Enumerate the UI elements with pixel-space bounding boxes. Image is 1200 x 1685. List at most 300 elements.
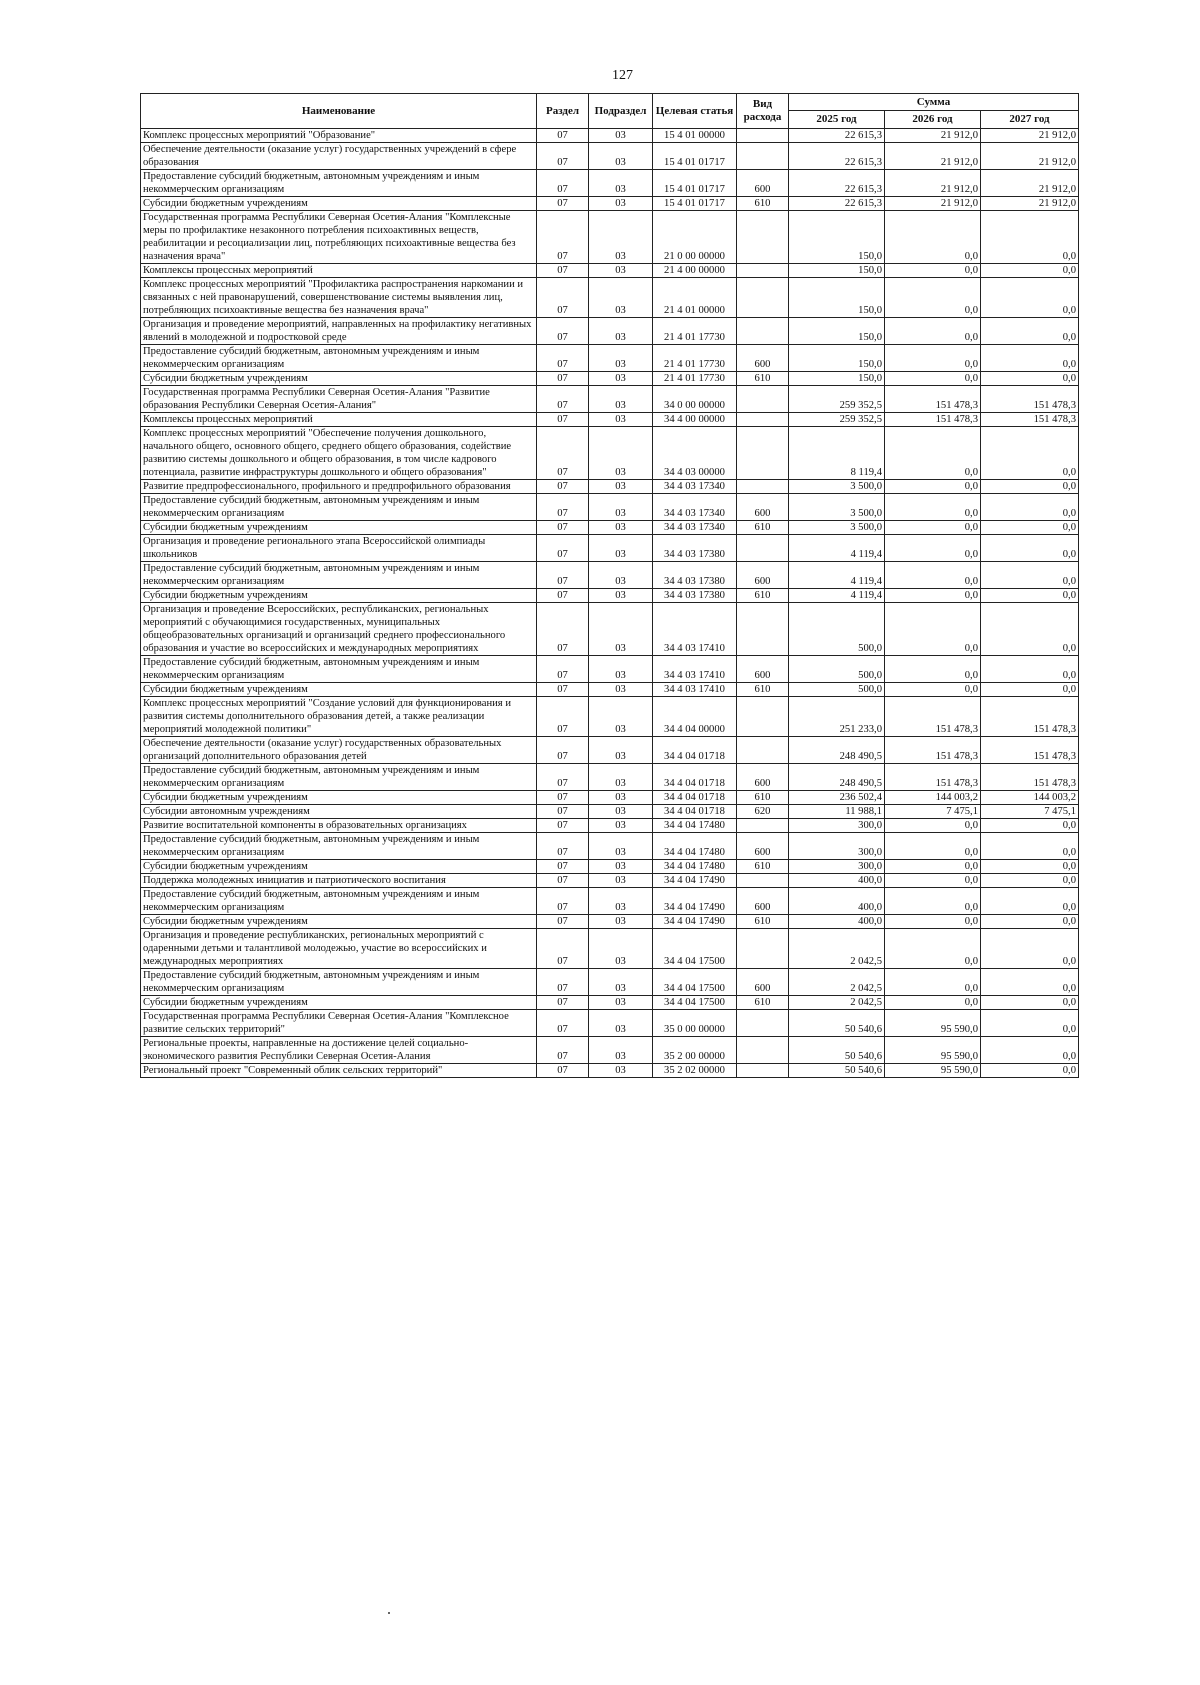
cell-target: 21 4 01 00000	[653, 278, 737, 318]
cell-subsection: 03	[589, 413, 653, 427]
cell-name: Субсидии бюджетным учреждениям	[141, 197, 537, 211]
cell-target: 21 4 01 17730	[653, 318, 737, 345]
table-row	[141, 929, 1079, 969]
cell-sum-2025: 50 540,6	[789, 1010, 885, 1037]
cell-section: 07	[537, 562, 589, 589]
table-row	[141, 143, 1079, 170]
cell-name: Предоставление субсидий бюджетным, автономным учреждениям и иным некоммерческим организациям	[141, 562, 537, 589]
cell-sum-2026: 0,0	[885, 996, 981, 1010]
cell-target: 34 4 04 17490	[653, 874, 737, 888]
cell-expense-type	[737, 264, 789, 278]
cell-sum-2026: 95 590,0	[885, 1037, 981, 1064]
cell-target: 34 4 03 17340	[653, 494, 737, 521]
cell-sum-2027: 151 478,3	[981, 386, 1079, 413]
cell-sum-2027: 0,0	[981, 888, 1079, 915]
cell-sum-2025: 4 119,4	[789, 589, 885, 603]
cell-sum-2026: 21 912,0	[885, 143, 981, 170]
cell-subsection: 03	[589, 915, 653, 929]
cell-name: Государственная программа Республики Северная Осетия-Алания "Развитие образования Республики Северная Осетия-Алания"	[141, 386, 537, 413]
cell-sum-2026: 0,0	[885, 211, 981, 264]
cell-sum-2027: 21 912,0	[981, 170, 1079, 197]
cell-subsection: 03	[589, 1037, 653, 1064]
header-name: Наименование	[141, 94, 537, 129]
cell-expense-type: 610	[737, 860, 789, 874]
cell-expense-type	[737, 386, 789, 413]
cell-sum-2025: 4 119,4	[789, 535, 885, 562]
cell-expense-type: 600	[737, 170, 789, 197]
cell-expense-type: 600	[737, 969, 789, 996]
cell-sum-2026: 0,0	[885, 969, 981, 996]
cell-name: Комплекс процессных мероприятий "Образование"	[141, 129, 537, 143]
cell-expense-type: 600	[737, 494, 789, 521]
cell-subsection: 03	[589, 521, 653, 535]
cell-sum-2027: 0,0	[981, 278, 1079, 318]
table-row	[141, 480, 1079, 494]
cell-sum-2026: 0,0	[885, 494, 981, 521]
cell-expense-type: 600	[737, 833, 789, 860]
cell-expense-type: 610	[737, 915, 789, 929]
cell-subsection: 03	[589, 996, 653, 1010]
cell-expense-type	[737, 929, 789, 969]
cell-target: 34 4 04 17480	[653, 860, 737, 874]
header-sum: Сумма	[789, 94, 1079, 111]
cell-sum-2026: 0,0	[885, 264, 981, 278]
cell-expense-type	[737, 874, 789, 888]
cell-section: 07	[537, 264, 589, 278]
cell-sum-2026: 151 478,3	[885, 764, 981, 791]
cell-target: 34 4 04 01718	[653, 805, 737, 819]
cell-sum-2027: 151 478,3	[981, 413, 1079, 427]
cell-section: 07	[537, 683, 589, 697]
cell-subsection: 03	[589, 386, 653, 413]
cell-name: Организация и проведение регионального этапа Всероссийской олимпиады школьников	[141, 535, 537, 562]
cell-section: 07	[537, 372, 589, 386]
cell-sum-2025: 2 042,5	[789, 969, 885, 996]
cell-expense-type: 610	[737, 791, 789, 805]
table-row	[141, 860, 1079, 874]
cell-sum-2027: 144 003,2	[981, 791, 1079, 805]
table-row	[141, 170, 1079, 197]
cell-name: Обеспечение деятельности (оказание услуг) государственных учреждений в сфере образования	[141, 143, 537, 170]
cell-expense-type: 600	[737, 656, 789, 683]
cell-sum-2027: 0,0	[981, 372, 1079, 386]
cell-sum-2027: 21 912,0	[981, 129, 1079, 143]
table-row	[141, 888, 1079, 915]
cell-expense-type	[737, 427, 789, 480]
cell-section: 07	[537, 413, 589, 427]
cell-sum-2025: 150,0	[789, 345, 885, 372]
cell-target: 34 4 03 17410	[653, 603, 737, 656]
cell-target: 34 4 04 17490	[653, 915, 737, 929]
cell-expense-type	[737, 413, 789, 427]
cell-subsection: 03	[589, 969, 653, 996]
header-section: Раздел	[537, 94, 589, 129]
table-body	[141, 129, 1079, 1078]
cell-expense-type: 600	[737, 345, 789, 372]
cell-subsection: 03	[589, 697, 653, 737]
cell-sum-2026: 0,0	[885, 589, 981, 603]
cell-name: Предоставление субсидий бюджетным, автономным учреждениям и иным некоммерческим организациям	[141, 494, 537, 521]
cell-subsection: 03	[589, 888, 653, 915]
cell-section: 07	[537, 929, 589, 969]
cell-name: Организация и проведение республиканских, региональных мероприятий с одаренными детьми и талантливой молодежью, участие во всероссийских и международных мероприятиях	[141, 929, 537, 969]
cell-sum-2025: 3 500,0	[789, 480, 885, 494]
cell-sum-2025: 150,0	[789, 318, 885, 345]
cell-target: 34 4 04 17500	[653, 996, 737, 1010]
cell-sum-2026: 0,0	[885, 427, 981, 480]
cell-name: Государственная программа Республики Северная Осетия-Алания "Комплексные меры по профилактике незаконного потребления психоактивных веществ, реабилитации и ресоциализации лиц, потребляющих психоактивные вещества без назначения врача"	[141, 211, 537, 264]
cell-subsection: 03	[589, 791, 653, 805]
header-2025: 2025 год	[789, 111, 885, 129]
cell-subsection: 03	[589, 480, 653, 494]
cell-target: 34 4 04 00000	[653, 697, 737, 737]
cell-target: 35 2 00 00000	[653, 1037, 737, 1064]
cell-target: 34 4 04 01718	[653, 737, 737, 764]
cell-section: 07	[537, 170, 589, 197]
cell-section: 07	[537, 996, 589, 1010]
cell-expense-type: 610	[737, 521, 789, 535]
cell-target: 34 4 04 01718	[653, 791, 737, 805]
cell-subsection: 03	[589, 929, 653, 969]
cell-sum-2025: 50 540,6	[789, 1037, 885, 1064]
cell-sum-2026: 151 478,3	[885, 697, 981, 737]
cell-target: 34 4 03 17380	[653, 589, 737, 603]
cell-expense-type	[737, 211, 789, 264]
cell-name: Субсидии автономным учреждениям	[141, 805, 537, 819]
cell-target: 34 4 04 17500	[653, 929, 737, 969]
cell-sum-2026: 0,0	[885, 915, 981, 929]
cell-expense-type	[737, 480, 789, 494]
table-row	[141, 129, 1079, 143]
cell-sum-2025: 500,0	[789, 656, 885, 683]
cell-expense-type	[737, 1064, 789, 1078]
cell-sum-2026: 0,0	[885, 603, 981, 656]
cell-target: 15 4 01 01717	[653, 143, 737, 170]
cell-sum-2025: 300,0	[789, 819, 885, 833]
cell-target: 34 4 04 17480	[653, 819, 737, 833]
cell-sum-2027: 7 475,1	[981, 805, 1079, 819]
cell-section: 07	[537, 589, 589, 603]
cell-target: 34 4 03 17410	[653, 656, 737, 683]
cell-sum-2027: 0,0	[981, 589, 1079, 603]
cell-section: 07	[537, 819, 589, 833]
table-row	[141, 791, 1079, 805]
cell-section: 07	[537, 480, 589, 494]
cell-sum-2025: 248 490,5	[789, 764, 885, 791]
cell-sum-2027: 0,0	[981, 603, 1079, 656]
cell-sum-2027: 0,0	[981, 969, 1079, 996]
cell-target: 34 0 00 00000	[653, 386, 737, 413]
cell-sum-2025: 300,0	[789, 833, 885, 860]
cell-sum-2026: 95 590,0	[885, 1010, 981, 1037]
cell-sum-2027: 0,0	[981, 929, 1079, 969]
cell-sum-2026: 0,0	[885, 521, 981, 535]
cell-subsection: 03	[589, 833, 653, 860]
cell-section: 07	[537, 1064, 589, 1078]
table-row	[141, 1037, 1079, 1064]
cell-section: 07	[537, 697, 589, 737]
cell-sum-2025: 259 352,5	[789, 386, 885, 413]
table-row	[141, 874, 1079, 888]
cell-sum-2027: 0,0	[981, 819, 1079, 833]
table-row	[141, 413, 1079, 427]
cell-name: Предоставление субсидий бюджетным, автономным учреждениям и иным некоммерческим организациям	[141, 656, 537, 683]
cell-sum-2027: 0,0	[981, 1010, 1079, 1037]
cell-sum-2027: 0,0	[981, 535, 1079, 562]
cell-name: Предоставление субсидий бюджетным, автономным учреждениям и иным некоммерческим организациям	[141, 833, 537, 860]
table-row	[141, 197, 1079, 211]
cell-sum-2026: 0,0	[885, 860, 981, 874]
cell-sum-2025: 400,0	[789, 915, 885, 929]
cell-expense-type: 610	[737, 372, 789, 386]
cell-expense-type	[737, 535, 789, 562]
cell-section: 07	[537, 278, 589, 318]
cell-sum-2027: 151 478,3	[981, 764, 1079, 791]
cell-subsection: 03	[589, 1010, 653, 1037]
cell-subsection: 03	[589, 278, 653, 318]
cell-expense-type	[737, 819, 789, 833]
table-header-row	[141, 94, 1079, 111]
cell-sum-2027: 0,0	[981, 996, 1079, 1010]
cell-name: Развитие воспитательной компоненты в образовательных организациях	[141, 819, 537, 833]
table-row	[141, 521, 1079, 535]
cell-expense-type: 600	[737, 888, 789, 915]
table-row	[141, 211, 1079, 264]
cell-target: 34 4 00 00000	[653, 413, 737, 427]
cell-target: 34 4 03 17340	[653, 480, 737, 494]
cell-sum-2025: 22 615,3	[789, 129, 885, 143]
cell-sum-2027: 0,0	[981, 211, 1079, 264]
cell-sum-2025: 500,0	[789, 603, 885, 656]
cell-sum-2026: 0,0	[885, 345, 981, 372]
cell-name: Организация и проведение мероприятий, направленных на профилактику негативных явлений в молодежной и подростковой среде	[141, 318, 537, 345]
budget-table-wrapper	[140, 93, 1078, 1078]
cell-expense-type	[737, 737, 789, 764]
cell-section: 07	[537, 535, 589, 562]
cell-sum-2025: 300,0	[789, 860, 885, 874]
cell-target: 34 4 04 17480	[653, 833, 737, 860]
cell-section: 07	[537, 833, 589, 860]
cell-section: 07	[537, 874, 589, 888]
table-row	[141, 1064, 1079, 1078]
table-row	[141, 915, 1079, 929]
table-row	[141, 737, 1079, 764]
cell-subsection: 03	[589, 264, 653, 278]
cell-name: Субсидии бюджетным учреждениям	[141, 915, 537, 929]
cell-name: Субсидии бюджетным учреждениям	[141, 372, 537, 386]
cell-name: Обеспечение деятельности (оказание услуг) государственных образовательных организаций дополнительного образования детей	[141, 737, 537, 764]
cell-expense-type	[737, 697, 789, 737]
cell-name: Комплекс процессных мероприятий "Профилактика распространения наркомании и связанных с ней правонарушений, совершенствование системы выявления лиц, потребляющих психоактивные вещества без назначения врача"	[141, 278, 537, 318]
cell-sum-2026: 0,0	[885, 683, 981, 697]
table-row	[141, 805, 1079, 819]
cell-expense-type: 620	[737, 805, 789, 819]
cell-sum-2026: 21 912,0	[885, 129, 981, 143]
cell-section: 07	[537, 860, 589, 874]
cell-sum-2027: 0,0	[981, 480, 1079, 494]
cell-name: Региональный проект "Современный облик сельских территорий"	[141, 1064, 537, 1078]
cell-sum-2026: 0,0	[885, 888, 981, 915]
cell-sum-2026: 7 475,1	[885, 805, 981, 819]
header-target: Целевая статья	[653, 94, 737, 129]
cell-sum-2025: 22 615,3	[789, 143, 885, 170]
cell-sum-2026: 151 478,3	[885, 413, 981, 427]
cell-target: 35 2 02 00000	[653, 1064, 737, 1078]
cell-sum-2025: 400,0	[789, 888, 885, 915]
cell-sum-2025: 4 119,4	[789, 562, 885, 589]
cell-target: 34 4 03 00000	[653, 427, 737, 480]
cell-sum-2026: 21 912,0	[885, 197, 981, 211]
cell-sum-2026: 0,0	[885, 318, 981, 345]
cell-name: Субсидии бюджетным учреждениям	[141, 791, 537, 805]
cell-sum-2025: 2 042,5	[789, 929, 885, 969]
cell-sum-2025: 3 500,0	[789, 521, 885, 535]
cell-section: 07	[537, 427, 589, 480]
cell-expense-type: 610	[737, 589, 789, 603]
cell-section: 07	[537, 1037, 589, 1064]
table-row	[141, 819, 1079, 833]
cell-sum-2026: 0,0	[885, 480, 981, 494]
cell-subsection: 03	[589, 170, 653, 197]
cell-sum-2025: 150,0	[789, 264, 885, 278]
cell-sum-2026: 151 478,3	[885, 386, 981, 413]
cell-sum-2025: 150,0	[789, 372, 885, 386]
cell-sum-2027: 0,0	[981, 562, 1079, 589]
table-row	[141, 996, 1079, 1010]
cell-target: 34 4 03 17380	[653, 562, 737, 589]
cell-sum-2027: 21 912,0	[981, 143, 1079, 170]
cell-sum-2027: 0,0	[981, 656, 1079, 683]
cell-sum-2026: 21 912,0	[885, 170, 981, 197]
cell-sum-2025: 150,0	[789, 211, 885, 264]
cell-name: Субсидии бюджетным учреждениям	[141, 996, 537, 1010]
scan-speck	[388, 1612, 390, 1614]
cell-expense-type	[737, 318, 789, 345]
cell-target: 35 0 00 00000	[653, 1010, 737, 1037]
cell-subsection: 03	[589, 764, 653, 791]
cell-sum-2025: 8 119,4	[789, 427, 885, 480]
cell-sum-2025: 500,0	[789, 683, 885, 697]
table-row	[141, 386, 1079, 413]
cell-subsection: 03	[589, 737, 653, 764]
cell-expense-type: 610	[737, 197, 789, 211]
cell-sum-2025: 22 615,3	[789, 197, 885, 211]
cell-subsection: 03	[589, 211, 653, 264]
table-row	[141, 345, 1079, 372]
cell-target: 34 4 03 17340	[653, 521, 737, 535]
cell-subsection: 03	[589, 562, 653, 589]
cell-sum-2027: 0,0	[981, 915, 1079, 929]
cell-subsection: 03	[589, 143, 653, 170]
cell-subsection: 03	[589, 129, 653, 143]
cell-section: 07	[537, 805, 589, 819]
cell-subsection: 03	[589, 535, 653, 562]
cell-sum-2027: 0,0	[981, 874, 1079, 888]
cell-name: Предоставление субсидий бюджетным, автономным учреждениям и иным некоммерческим организациям	[141, 764, 537, 791]
cell-expense-type	[737, 129, 789, 143]
cell-name: Субсидии бюджетным учреждениям	[141, 683, 537, 697]
cell-name: Субсидии бюджетным учреждениям	[141, 860, 537, 874]
cell-expense-type: 610	[737, 996, 789, 1010]
table-row	[141, 318, 1079, 345]
cell-name: Комплексы процессных мероприятий	[141, 264, 537, 278]
cell-sum-2027: 0,0	[981, 1064, 1079, 1078]
cell-section: 07	[537, 211, 589, 264]
cell-target: 34 4 03 17410	[653, 683, 737, 697]
cell-sum-2027: 151 478,3	[981, 697, 1079, 737]
cell-section: 07	[537, 915, 589, 929]
cell-section: 07	[537, 603, 589, 656]
cell-section: 07	[537, 318, 589, 345]
cell-sum-2027: 0,0	[981, 833, 1079, 860]
cell-sum-2026: 95 590,0	[885, 1064, 981, 1078]
cell-section: 07	[537, 386, 589, 413]
cell-name: Развитие предпрофессионального, профильного и предпрофильного образования	[141, 480, 537, 494]
cell-subsection: 03	[589, 860, 653, 874]
table-row	[141, 562, 1079, 589]
cell-target: 21 4 01 17730	[653, 372, 737, 386]
header-2026: 2026 год	[885, 111, 981, 129]
cell-section: 07	[537, 656, 589, 683]
cell-section: 07	[537, 737, 589, 764]
cell-sum-2026: 0,0	[885, 535, 981, 562]
cell-subsection: 03	[589, 589, 653, 603]
cell-subsection: 03	[589, 345, 653, 372]
table-row	[141, 535, 1079, 562]
cell-subsection: 03	[589, 427, 653, 480]
cell-expense-type	[737, 1010, 789, 1037]
cell-sum-2026: 0,0	[885, 372, 981, 386]
cell-subsection: 03	[589, 656, 653, 683]
cell-sum-2026: 0,0	[885, 874, 981, 888]
cell-sum-2025: 236 502,4	[789, 791, 885, 805]
cell-sum-2026: 144 003,2	[885, 791, 981, 805]
cell-name: Предоставление субсидий бюджетным, автономным учреждениям и иным некоммерческим организациям	[141, 969, 537, 996]
cell-section: 07	[537, 197, 589, 211]
table-row	[141, 278, 1079, 318]
cell-subsection: 03	[589, 683, 653, 697]
cell-subsection: 03	[589, 819, 653, 833]
cell-target: 15 4 01 01717	[653, 197, 737, 211]
cell-subsection: 03	[589, 372, 653, 386]
cell-expense-type	[737, 278, 789, 318]
cell-section: 07	[537, 969, 589, 996]
cell-name: Субсидии бюджетным учреждениям	[141, 521, 537, 535]
cell-name: Государственная программа Республики Северная Осетия-Алания "Комплексное развитие сельских территорий"	[141, 1010, 537, 1037]
cell-sum-2026: 0,0	[885, 833, 981, 860]
table-row	[141, 1010, 1079, 1037]
page-number: 127	[612, 68, 633, 83]
cell-sum-2025: 400,0	[789, 874, 885, 888]
cell-sum-2026: 0,0	[885, 656, 981, 683]
cell-target: 34 4 03 17380	[653, 535, 737, 562]
cell-sum-2027: 21 912,0	[981, 197, 1079, 211]
cell-subsection: 03	[589, 197, 653, 211]
cell-sum-2026: 0,0	[885, 562, 981, 589]
header-expense-type: Вид расхода	[737, 94, 789, 129]
cell-sum-2027: 151 478,3	[981, 737, 1079, 764]
cell-section: 07	[537, 1010, 589, 1037]
cell-expense-type: 600	[737, 764, 789, 791]
cell-sum-2025: 248 490,5	[789, 737, 885, 764]
cell-expense-type: 610	[737, 683, 789, 697]
cell-sum-2027: 0,0	[981, 264, 1079, 278]
cell-sum-2025: 50 540,6	[789, 1064, 885, 1078]
table-row	[141, 372, 1079, 386]
cell-section: 07	[537, 143, 589, 170]
cell-sum-2025: 3 500,0	[789, 494, 885, 521]
cell-expense-type	[737, 143, 789, 170]
